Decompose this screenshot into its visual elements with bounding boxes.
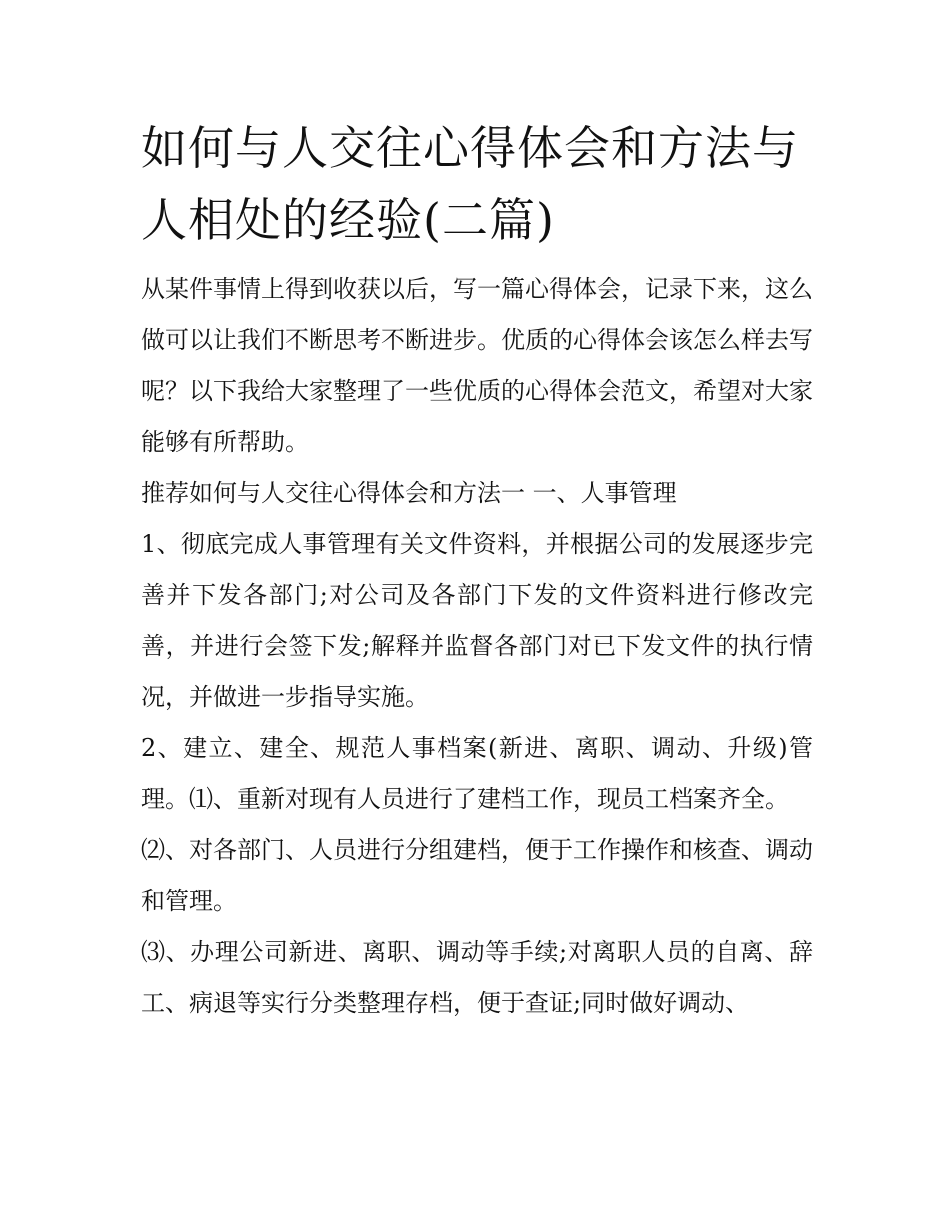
list-item-2: 2、建立、建全、规范人事档案(新进、离职、调动、升级)管理。⑴、重新对现有人员进行了建档工作，现员工档案齐全。 xyxy=(141,734,813,813)
document-title: 如何与人交往心得体会和方法与人相处的经验(二篇) xyxy=(141,121,799,247)
list-item-1: 1、彻底完成人事管理有关文件资料，并根据公司的发展逐步完善并下发各部门;对公司及各部门下发的文件资料进行修改完善，并进行会签下发;解释并监督各部门对已下发文件的执行情况，并做进一步指导实施。 xyxy=(141,530,813,711)
sub-item-2: ⑵、对各部门、人员进行分组建档，便于工作操作和核查、调动和管理。 xyxy=(141,836,813,915)
sub-item-3: ⑶、办理公司新进、离职、调动等手续;对离职人员的自离、辞工、病退等实行分类整理存档，便于查证;同时做好调动、 xyxy=(141,938,813,1017)
document-body xyxy=(141,112,813,1029)
intro-paragraph: 从某件事情上得到收获以后，写一篇心得体会，记录下来，这么做可以让我们不断思考不断进步。优质的心得体会该怎么样去写呢？以下我给大家整理了一些优质的心得体会范文，希望对大家能够有所帮助。 xyxy=(141,275,813,456)
section-heading: 推荐如何与人交往心得体会和方法一 一、人事管理 xyxy=(141,479,677,507)
